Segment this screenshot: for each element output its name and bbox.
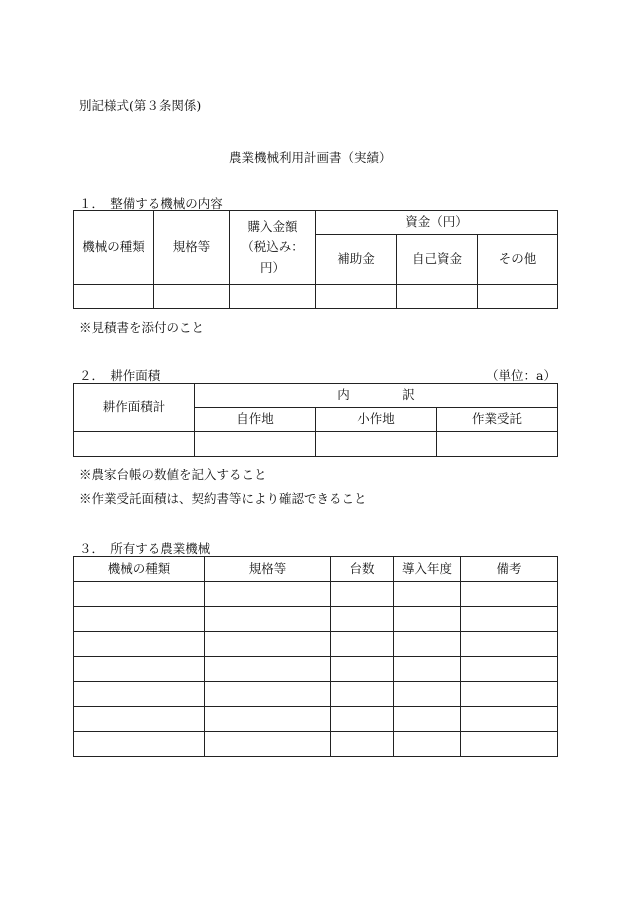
input-cell[interactable]	[331, 732, 394, 757]
table-row	[74, 657, 558, 682]
input-cell[interactable]	[316, 432, 437, 457]
header-spec: 規格等	[205, 557, 331, 582]
page-title: 農業機械利用計画書（実績）	[229, 150, 392, 165]
input-cell[interactable]	[437, 432, 558, 457]
header-breakdown	[195, 384, 558, 408]
input-cell[interactable]	[205, 707, 331, 732]
header-machine-type: 機械の種類	[74, 211, 154, 285]
header-purchase-price	[230, 211, 316, 285]
header-count: 台数	[331, 557, 394, 582]
table-row	[74, 285, 558, 309]
input-cell[interactable]	[461, 582, 558, 607]
section1-note: ※見積書を添付のこと	[79, 320, 205, 335]
table-row	[74, 682, 558, 707]
table-row	[74, 432, 558, 457]
input-cell[interactable]	[394, 632, 461, 657]
input-cell[interactable]	[74, 582, 205, 607]
breakdown-label: 内 訳	[337, 387, 435, 403]
header-owned-land: 自作地	[195, 408, 316, 432]
input-cell[interactable]	[74, 632, 205, 657]
input-cell[interactable]	[461, 732, 558, 757]
input-cell[interactable]	[394, 657, 461, 682]
farmland-area-table	[73, 383, 558, 457]
header-year: 導入年度	[394, 557, 461, 582]
table-row	[74, 582, 558, 607]
input-cell[interactable]	[74, 657, 205, 682]
header-funds: 資金（円）	[316, 211, 558, 235]
input-cell[interactable]	[331, 682, 394, 707]
header-tenant-land: 小作地	[316, 408, 437, 432]
table-row	[74, 607, 558, 632]
input-cell[interactable]	[74, 707, 205, 732]
section2-heading: ２． 耕作面積	[79, 368, 161, 383]
input-cell[interactable]	[461, 657, 558, 682]
input-cell[interactable]	[331, 582, 394, 607]
input-cell[interactable]	[394, 607, 461, 632]
input-cell[interactable]	[205, 582, 331, 607]
input-cell[interactable]	[205, 657, 331, 682]
section2-note1: ※農家台帳の数値を記入すること	[79, 467, 267, 482]
table-row	[74, 632, 558, 657]
header-machine-type: 機械の種類	[74, 557, 205, 582]
input-cell[interactable]	[74, 682, 205, 707]
table-row	[74, 732, 558, 757]
input-cell[interactable]	[205, 607, 331, 632]
header-own-funds: 自己資金	[397, 235, 478, 285]
section1-heading: １． 整備する機械の内容	[79, 196, 223, 211]
input-cell[interactable]	[195, 432, 316, 457]
input-cell[interactable]	[394, 732, 461, 757]
input-cell[interactable]	[331, 607, 394, 632]
input-cell[interactable]	[74, 432, 195, 457]
section2-note2: ※作業受託面積は、契約書等により確認できること	[79, 491, 367, 506]
input-cell[interactable]	[230, 285, 316, 309]
input-cell[interactable]	[461, 607, 558, 632]
input-cell[interactable]	[205, 732, 331, 757]
input-cell[interactable]	[205, 632, 331, 657]
header-subsidy: 補助金	[316, 235, 397, 285]
input-cell[interactable]	[154, 285, 230, 309]
form-reference: 別記様式(第３条関係)	[79, 98, 202, 113]
input-cell[interactable]	[394, 682, 461, 707]
input-cell[interactable]	[461, 632, 558, 657]
input-cell[interactable]	[394, 707, 461, 732]
header-contract-work: 作業受託	[437, 408, 558, 432]
input-cell[interactable]	[461, 707, 558, 732]
input-cell[interactable]	[478, 285, 558, 309]
input-cell[interactable]	[74, 607, 205, 632]
header-spec: 規格等	[154, 211, 230, 285]
equipment-table	[73, 210, 558, 309]
input-cell[interactable]	[74, 285, 154, 309]
purchase-price-line2: （税込み：	[241, 239, 304, 255]
purchase-price-line1: 購入金額	[247, 218, 298, 234]
header-other: その他	[478, 235, 558, 285]
input-cell[interactable]	[461, 682, 558, 707]
owned-machinery-table	[73, 556, 558, 757]
header-remarks: 備考	[461, 557, 558, 582]
unit-label: （単位：a）	[486, 368, 556, 383]
section3-heading: ３． 所有する農業機械	[79, 541, 211, 556]
input-cell[interactable]	[74, 732, 205, 757]
table-row	[74, 707, 558, 732]
input-cell[interactable]	[331, 632, 394, 657]
header-total-area: 耕作面積計	[74, 384, 195, 432]
input-cell[interactable]	[331, 707, 394, 732]
input-cell[interactable]	[205, 682, 331, 707]
input-cell[interactable]	[394, 582, 461, 607]
purchase-price-line3: 円）	[259, 259, 285, 275]
input-cell[interactable]	[316, 285, 397, 309]
input-cell[interactable]	[397, 285, 478, 309]
input-cell[interactable]	[331, 657, 394, 682]
